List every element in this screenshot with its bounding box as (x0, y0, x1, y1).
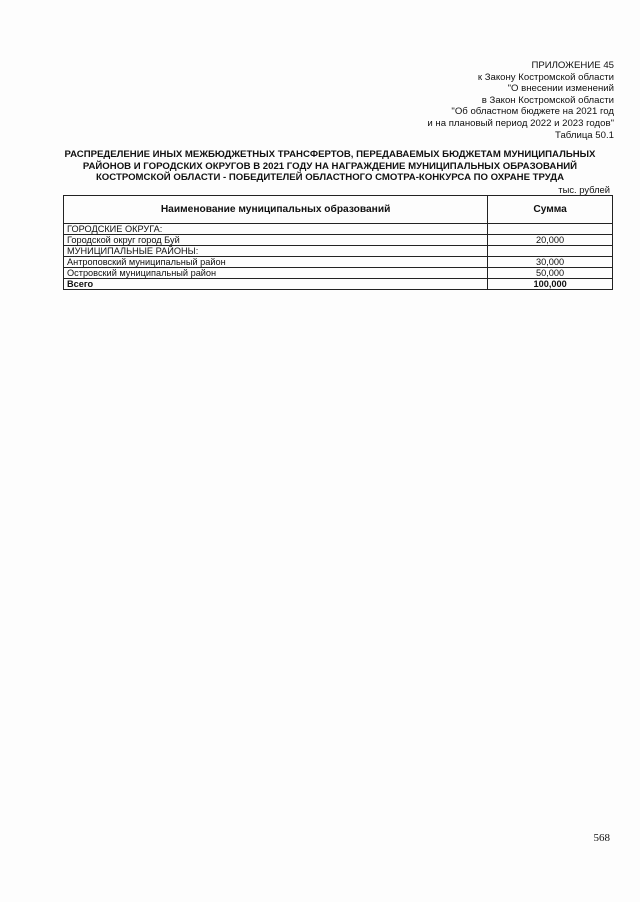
row-name: Антроповский муниципальный район (64, 257, 488, 268)
page-number: 568 (593, 832, 610, 844)
table-row (64, 257, 613, 268)
units-label: тыс. рублей (558, 184, 610, 195)
row-sum (488, 224, 613, 235)
row-name: Островский муниципальный район (64, 268, 488, 279)
row-sum: 20,000 (488, 235, 613, 246)
document-title (40, 149, 620, 184)
total-row (64, 279, 613, 290)
title-line: КОСТРОМСКОЙ ОБЛАСТИ - ПОБЕДИТЕЛЕЙ ОБЛАСТНОГО СМОТРА-КОНКУРСА ПО ОХРАНЕ ТРУДА (95, 172, 565, 184)
appendix-law-line: "О внесении изменений (507, 83, 614, 95)
row-name: МУНИЦИПАЛЬНЫЕ РАЙОНЫ: (64, 246, 488, 257)
appendix-law-line: в Закон Костромской области (481, 94, 614, 106)
row-sum (488, 246, 613, 257)
table-row (64, 268, 613, 279)
appendix-header (427, 60, 614, 141)
appendix-law-line: "Об областном бюджете на 2021 год (451, 106, 614, 118)
row-name: ГОРОДСКИЕ ОКРУГА: (64, 224, 488, 235)
row-sum: 30,000 (488, 257, 613, 268)
row-sum: 50,000 (488, 268, 613, 279)
column-header-name: Наименование муниципальных образований (64, 196, 488, 224)
table-row (64, 235, 613, 246)
title-line: РАЙОНОВ И ГОРОДСКИХ ОКРУГОВ В 2021 ГОДУ НА НАГРАЖДЕНИЕ МУНИЦИПАЛЬНЫХ ОБРАЗОВАНИЙ (82, 160, 578, 172)
appendix-number: ПРИЛОЖЕНИЕ 45 (531, 60, 614, 71)
table-row (64, 224, 613, 235)
table-number: Таблица 50.1 (555, 129, 614, 141)
total-sum: 100,000 (488, 279, 613, 290)
appendix-law-line: и на плановый период 2022 и 2023 годов" (427, 117, 614, 129)
table-row (64, 246, 613, 257)
column-header-sum: Сумма (488, 196, 613, 224)
transfers-table (63, 195, 613, 290)
total-label: Всего (64, 279, 488, 290)
title-line: РАСПРЕДЕЛЕНИЕ ИНЫХ МЕЖБЮДЖЕТНЫХ ТРАНСФЕРТОВ, ПЕРЕДАВАЕМЫХ БЮДЖЕТАМ МУНИЦИПАЛЬНЫХ (64, 149, 596, 160)
row-name: Городской округ город Буй (64, 235, 488, 246)
table-header-row (64, 196, 613, 224)
appendix-law-line: к Закону Костромской области (477, 71, 614, 83)
